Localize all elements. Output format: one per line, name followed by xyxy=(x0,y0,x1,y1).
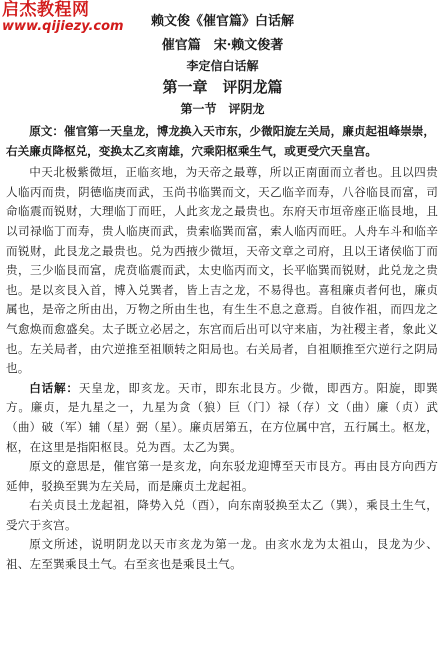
original-text-paragraph xyxy=(6,122,438,161)
original-text: 催官第一天皇龙，博龙换入天市东，少微阳旋左关局，廉贞起祖峰崇崇，右关廉贞降枢兑，变换太乙亥南雄，穴乘阳枢乘生气，或更受穴天皇宫。 xyxy=(6,124,435,158)
author-line: 催官篇 宋·赖文俊著 xyxy=(161,38,284,53)
explanation-paragraph xyxy=(6,379,438,457)
explanation-label: 白话解： xyxy=(29,380,79,395)
original-label: 原文： xyxy=(29,124,64,138)
commentary-paragraph: 中天北极紫微垣，正临亥地，为天帝之最尊，所以正南面而立者也。且以四贵人临丙而贵，阴德临庚而武，玉尚书临巽而文，天乙临辛而寿，八谷临艮而富，司命临震而锐财，大理临丁而旺，人此亥龙之最贵也。东府天市垣帝座正临艮地，且以司禄临丁而寿，贵人临庚而武，贵索临巽而富，索人临丙而旺。人舟车斗和临辛而锐财，此艮龙之最贵也。兑为西掖少微垣，天帝文章之司府，且以王诸侯临丁而贵，三少临艮而富，虎贲临震而武，太史临丙而文，长平临巽而锐财，此兑龙之贵也。是以亥艮入首，博入兑巽者，皆上吉之龙，不易得也。喜租廉贞者何也，廉贞属也，是帝之所由出，万物之所由生也，有生生不息之意焉。自彼作祖，而四龙之气愈焕而愈盛矣。太子既立必居之，东宫而后出可以守来庙，为社稷主者，象此义也。左关局者，由穴逆推至祖顺转之阳局也。右关局者，自祖顺推至穴逆行之阴局也。 xyxy=(6,165,438,376)
meaning-paragraph: 原文的意思是，催官第一是亥龙，向东驳龙迎博至天市艮方。再由艮方向西方延伸，驳换至巽为左关局，而是廉贞土龙起祖。 xyxy=(6,459,438,493)
book-title: 赖文俊《催官篇》白话解 xyxy=(150,14,294,29)
chapter-title: 第一章 评阴龙篇 xyxy=(162,78,283,96)
right-pass-paragraph: 右关贞艮土龙起祖，降势入兑（酉），向东南驳换至太乙（巽），乘艮土生气，受穴于亥宫。 xyxy=(6,498,438,532)
section-title: 第一节 评阴龙 xyxy=(180,102,265,116)
summary-paragraph: 原文所述，说明阴龙以天市亥龙为第一龙。由亥水龙为太祖山，艮龙为少、祖、左至巽乘艮土气。右至亥也是乘艮土气。 xyxy=(6,537,438,572)
document-body xyxy=(6,122,438,575)
explanation-text: 天皇龙，即亥龙。天市，即东北艮方。少微，即西方。阳旋，即巽方。廉贞，是九星之一，九星为贪（狼）巨（门）禄（存）文（曲）廉（贞）武（曲）破（军）辅（星）弼（星）。廉贞居第五，在方位属中宫，五行属土。枢龙，枢，在这里是指阳枢艮。兑为酉。太乙为巽。 xyxy=(6,380,438,454)
site-name-cn: 启杰教程网 xyxy=(2,0,90,20)
translator-line: 李定信白话解 xyxy=(186,59,259,73)
site-url: www.qijiezy.com xyxy=(2,18,124,34)
